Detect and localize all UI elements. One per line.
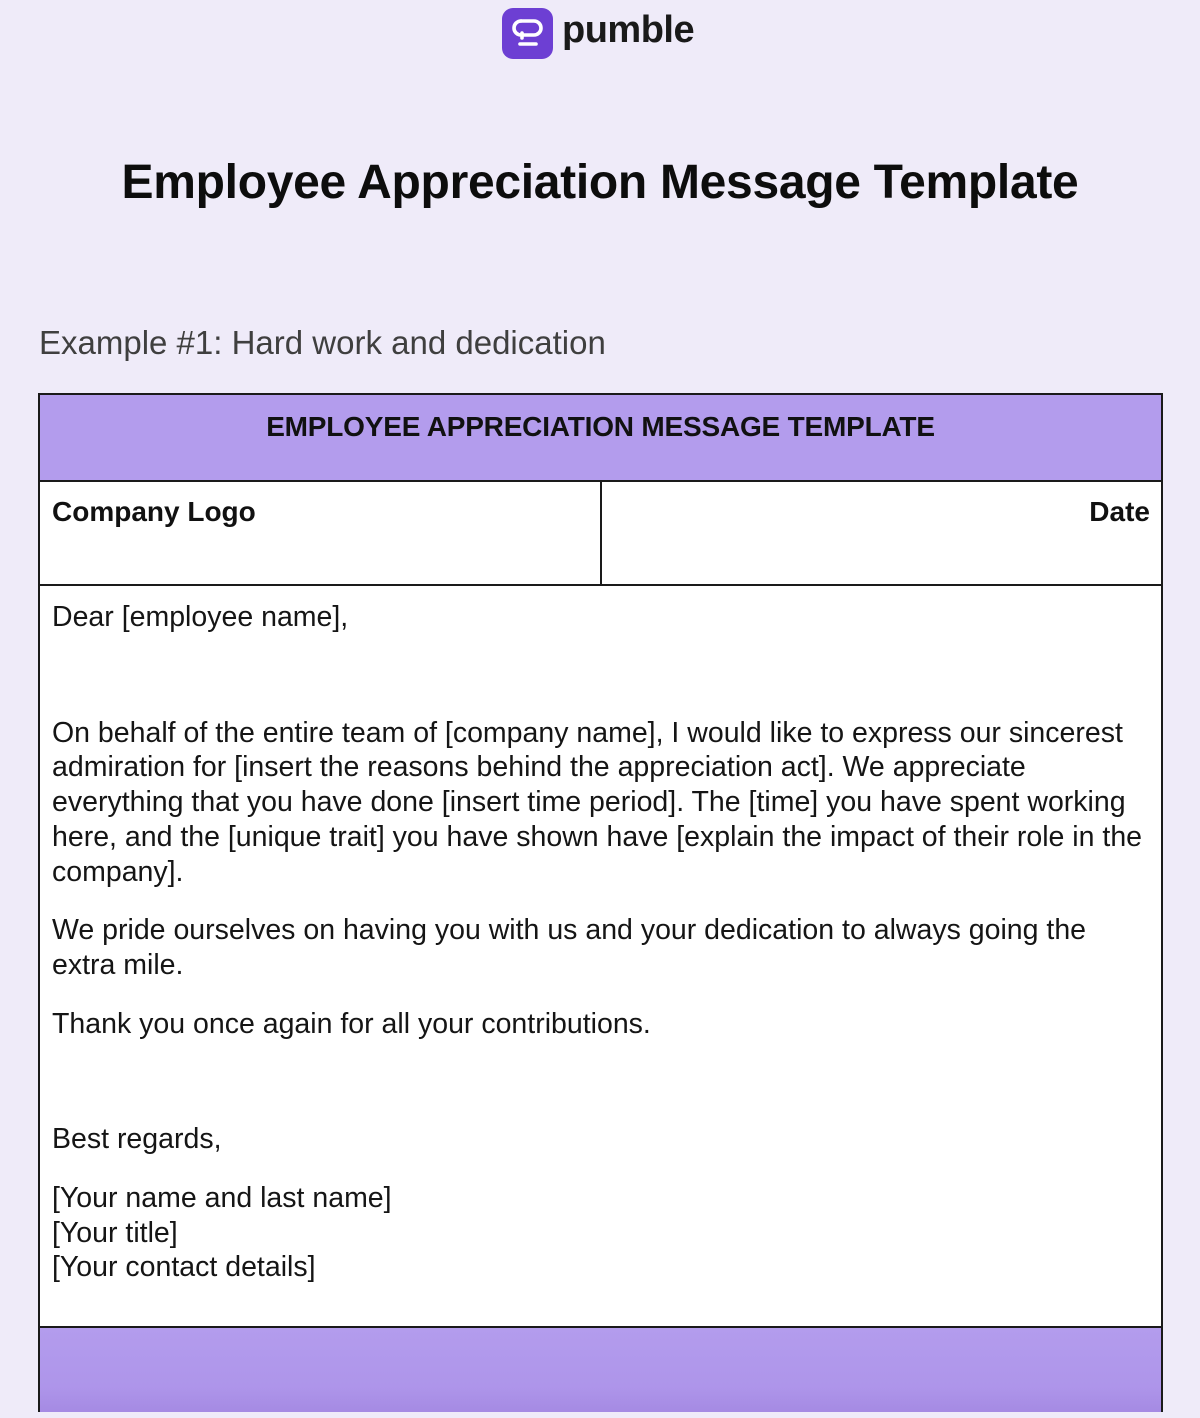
company-logo-label: Company Logo bbox=[52, 496, 256, 527]
template-meta-row bbox=[40, 482, 1161, 586]
letter-paragraph: We pride ourselves on having you with us and your dedication to always going the extra mile. bbox=[52, 914, 1087, 981]
example-label: Example #1: Hard work and dedication bbox=[39, 324, 606, 361]
brand-logo bbox=[502, 7, 694, 59]
template-header bbox=[40, 395, 1161, 482]
template-header-title: EMPLOYEE APPRECIATION MESSAGE TEMPLATE bbox=[266, 411, 935, 442]
date-cell bbox=[602, 482, 1161, 584]
date-label: Date bbox=[1089, 496, 1150, 527]
signature-block: [Your name and last name] [Your title] [Your contact details] bbox=[52, 1182, 392, 1284]
letter-body bbox=[52, 586, 1147, 1285]
brand-name: pumble bbox=[562, 9, 695, 51]
company-logo-cell bbox=[40, 482, 602, 584]
closing: Best regards, bbox=[52, 1123, 222, 1156]
letter-paragraph: Thank you once again for all your contributions. bbox=[52, 1007, 651, 1040]
pumble-logo-icon bbox=[502, 8, 553, 59]
letter-paragraph: On behalf of the entire team of [company name], I would like to express our sincerest admiration for [insert the reasons behind the appreciation act]. We appreciate everything that you have done [insert time period]. The [time] you have spent working here, and the [unique trait] you have shown have [explain the impact of their role in the company]. bbox=[52, 716, 1143, 888]
template-footer-band bbox=[40, 1326, 1161, 1412]
appreciation-template-card bbox=[38, 393, 1163, 1412]
page-title: Employee Appreciation Message Template bbox=[121, 156, 1079, 209]
salutation: Dear [employee name], bbox=[52, 601, 349, 633]
